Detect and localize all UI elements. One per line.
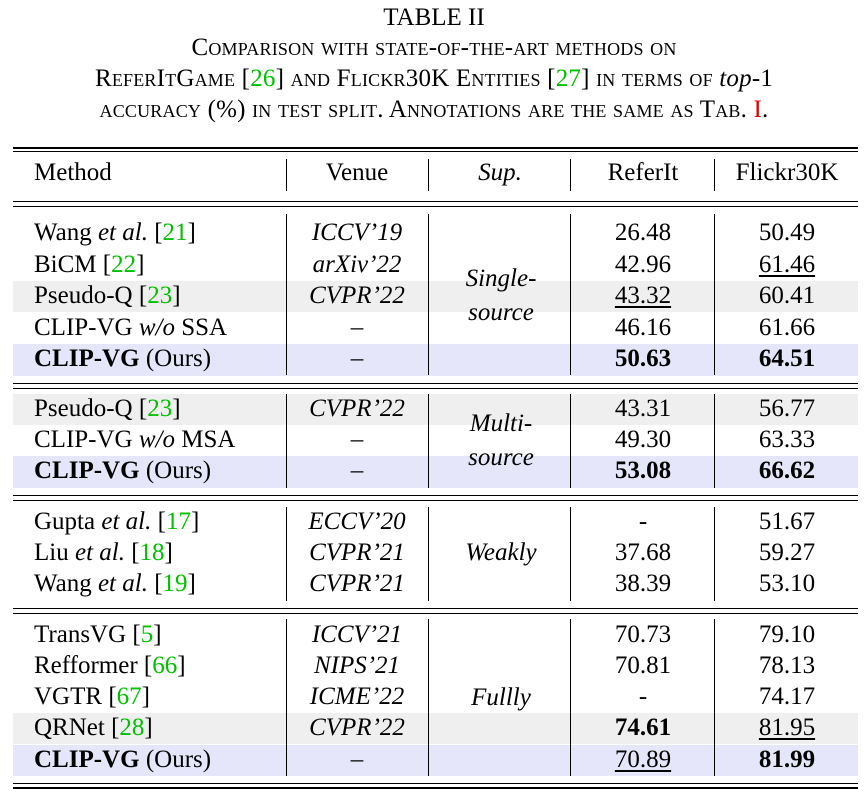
group-rule <box>13 613 858 614</box>
referit-cell: 53.08 <box>614 457 672 484</box>
flickr-cell <box>716 250 858 280</box>
citation-link[interactable]: 23 <box>147 395 173 422</box>
method-text: SSA <box>181 314 228 341</box>
method-text: VGTR <box>34 683 103 710</box>
table-bottom-rule <box>13 787 858 789</box>
header-separator <box>428 159 429 191</box>
caption-line-3 <box>0 96 868 124</box>
flickr-cell: 60.41 <box>758 282 816 309</box>
header-sup: Sup. <box>478 159 522 186</box>
second-best-value: 61.46 <box>758 251 816 278</box>
referit-cell: 70.81 <box>614 652 672 679</box>
header-separator <box>286 159 287 191</box>
venue-cell: CVPR’21 <box>309 570 405 597</box>
referit-cell: 43.31 <box>614 395 672 422</box>
flickr-cell <box>716 713 858 743</box>
method-text: et al. <box>97 219 148 246</box>
venue-cell: ICME’22 <box>309 683 405 710</box>
referit-cell: - <box>638 508 648 535</box>
venue-cell: NIPS’21 <box>313 652 401 679</box>
caption-text: Comparison with state-of-the-art methods on <box>191 34 677 61</box>
flickr-cell: 61.66 <box>758 314 816 341</box>
header-venue: Venue <box>325 159 389 186</box>
method-text: Wang <box>34 219 92 246</box>
method-text: TransVG <box>34 621 127 648</box>
second-best-value: 81.95 <box>758 714 816 741</box>
flickr-cell: 63.33 <box>758 426 816 453</box>
venue-cell: – <box>350 457 364 484</box>
method-text: et al. <box>101 508 152 535</box>
method-name: BiCM [22] <box>34 251 145 278</box>
sup-label-line: Multi- <box>469 410 533 437</box>
venue-cell: ECCV’20 <box>308 508 406 535</box>
method-text: w/o <box>138 314 175 341</box>
flickr-cell: 64.51 <box>758 345 816 372</box>
referit-cell: 49.30 <box>614 426 672 453</box>
caption-text: accuracy (%) in test split. Annotations are the same as Tab. <box>99 96 748 123</box>
venue-cell: CVPR’21 <box>309 539 405 566</box>
method-text: CLIP-VG <box>34 314 133 341</box>
venue-cell: CVPR’22 <box>309 395 405 422</box>
referit-cell: 46.16 <box>614 314 672 341</box>
caption-line-2: ReferItGame [26] and Flickr30K Entities [27] in terms of top-1 <box>94 65 774 92</box>
method-name <box>34 456 211 486</box>
caption-text: in terms of <box>596 65 713 92</box>
flickr-cell: 81.99 <box>758 746 816 773</box>
flickr-cell: 79.10 <box>758 621 816 648</box>
method-name <box>34 344 211 374</box>
method-name: QRNet [28] <box>34 714 153 741</box>
header-separator <box>570 159 571 191</box>
column-line <box>428 214 429 375</box>
referit-cell <box>572 745 714 775</box>
method-text: CLIP-VG <box>34 345 140 372</box>
method-text: Liu <box>34 539 69 566</box>
method-name: TransVG [5] <box>34 621 162 648</box>
flickr-cell: 74.17 <box>758 683 816 710</box>
referit-cell: 74.61 <box>614 714 672 741</box>
sup-label-line: source <box>468 299 534 326</box>
flickr-cell: 59.27 <box>758 539 816 566</box>
table-label: TABLE II <box>383 4 485 31</box>
citation-link[interactable]: 26 <box>250 65 276 92</box>
method-text: (Ours) <box>145 457 212 484</box>
citation-link[interactable]: 66 <box>152 652 178 679</box>
group-rule <box>13 608 858 609</box>
venue-cell: – <box>350 314 364 341</box>
method-text: (Ours) <box>145 345 212 372</box>
column-line <box>714 619 715 776</box>
caption-text: ReferItGame <box>94 65 236 92</box>
referit-cell: 50.63 <box>614 345 672 372</box>
method-text: MSA <box>181 426 236 453</box>
venue-cell: CVPR’22 <box>309 282 405 309</box>
method-text: Pseudo-Q <box>34 395 133 422</box>
method-name: Liu et al. [18] <box>34 539 173 566</box>
citation-link[interactable]: 17 <box>165 508 191 535</box>
column-line <box>714 394 715 488</box>
method-text: (Ours) <box>145 746 212 773</box>
flickr-cell: 53.10 <box>758 570 816 597</box>
referit-cell: 38.39 <box>614 570 672 597</box>
method-name: VGTR [67] <box>34 683 150 710</box>
column-line <box>714 214 715 375</box>
header-flickr: Flickr30K <box>735 159 839 186</box>
method-name <box>34 425 235 455</box>
method-name <box>34 745 211 775</box>
header-rule <box>13 206 858 207</box>
referit-cell: - <box>638 683 648 710</box>
caption-text: . <box>762 96 769 123</box>
table-top-rule <box>13 151 858 152</box>
citation-link[interactable]: 67 <box>116 683 142 710</box>
method-text: Gupta <box>34 508 96 535</box>
sup-label-line: Fullly <box>471 684 531 711</box>
method-name: Pseudo-Q [23] <box>34 282 181 309</box>
venue-cell: ICCV’21 <box>311 621 403 648</box>
flickr-cell: 78.13 <box>758 652 816 679</box>
citation-link[interactable]: 5 <box>140 621 154 648</box>
citation-link[interactable]: 18 <box>139 539 165 566</box>
venue-cell: – <box>350 426 364 453</box>
citation-link[interactable]: 27 <box>555 65 582 92</box>
method-text: CLIP-VG <box>34 457 140 484</box>
sup-label <box>430 407 572 475</box>
column-line <box>428 619 429 776</box>
citation-link[interactable]: 22 <box>111 251 137 278</box>
method-name: Refformer [66] <box>34 652 186 679</box>
referit-cell: 70.73 <box>614 621 672 648</box>
method-name <box>34 313 227 343</box>
method-text: w/o <box>138 426 175 453</box>
column-line <box>286 214 287 375</box>
method-text: Refformer <box>34 652 138 679</box>
flickr-cell: 66.62 <box>758 457 816 484</box>
flickr-cell: 56.77 <box>758 395 816 422</box>
header-separator <box>714 159 715 191</box>
method-text: BiCM <box>34 251 97 278</box>
column-line <box>286 394 287 488</box>
method-name: Wang et al. [21] <box>34 219 196 246</box>
group-rule <box>13 383 858 384</box>
sup-label <box>430 536 572 570</box>
caption-text: top <box>719 65 752 92</box>
table-ref-link[interactable]: I <box>753 96 763 123</box>
caption-text: -1 <box>751 65 774 92</box>
method-text: CLIP-VG <box>34 746 140 773</box>
method-name: Gupta et al. [17] <box>34 508 200 535</box>
citation-link[interactable]: 21 <box>162 219 188 246</box>
referit-cell: 37.68 <box>614 539 672 566</box>
sup-label-line: source <box>468 444 534 471</box>
venue-cell: ICCV’19 <box>311 219 403 246</box>
flickr-cell: 51.67 <box>758 508 816 535</box>
group-rule <box>13 495 858 496</box>
caption-text: and Flickr30K Entities <box>290 65 541 92</box>
venue-cell: CVPR’22 <box>309 714 405 741</box>
second-best-value: 43.32 <box>614 282 672 309</box>
venue-cell: – <box>350 345 364 372</box>
column-line <box>428 507 429 601</box>
method-name: Pseudo-Q [23] <box>34 395 181 422</box>
table-bottom-rule <box>13 783 858 784</box>
column-line <box>714 507 715 601</box>
caption-line-1 <box>0 34 868 62</box>
header-method: Method <box>34 159 112 186</box>
sup-label-line: Weakly <box>465 539 537 566</box>
method-text: et al. <box>74 539 125 566</box>
venue-cell: – <box>350 746 364 773</box>
sup-label <box>430 681 572 715</box>
method-text: Wang <box>34 570 92 597</box>
method-text: QRNet <box>34 714 105 741</box>
method-text: CLIP-VG <box>34 426 133 453</box>
group-rule <box>13 388 858 389</box>
venue-cell: arXiv’22 <box>312 251 402 278</box>
column-line <box>428 394 429 488</box>
referit-cell: 26.48 <box>614 219 672 246</box>
column-line <box>286 619 287 776</box>
citation-link[interactable]: 28 <box>119 714 145 741</box>
method-text: et al. <box>97 570 148 597</box>
method-name: Wang et al. [19] <box>34 570 196 597</box>
referit-cell <box>572 281 714 311</box>
sup-label <box>430 262 572 330</box>
second-best-value: 70.89 <box>614 746 672 773</box>
group-rule <box>13 500 858 501</box>
header-referit: ReferIt <box>607 159 679 186</box>
method-text: Pseudo-Q <box>34 282 133 309</box>
referit-cell: 42.96 <box>614 251 672 278</box>
flickr-cell: 50.49 <box>758 219 816 246</box>
citation-link[interactable]: 23 <box>147 282 173 309</box>
column-line <box>286 507 287 601</box>
citation-link[interactable]: 19 <box>162 570 188 597</box>
sup-label-line: Single- <box>465 265 537 292</box>
header-rule <box>13 201 858 202</box>
table-top-rule <box>13 147 858 149</box>
